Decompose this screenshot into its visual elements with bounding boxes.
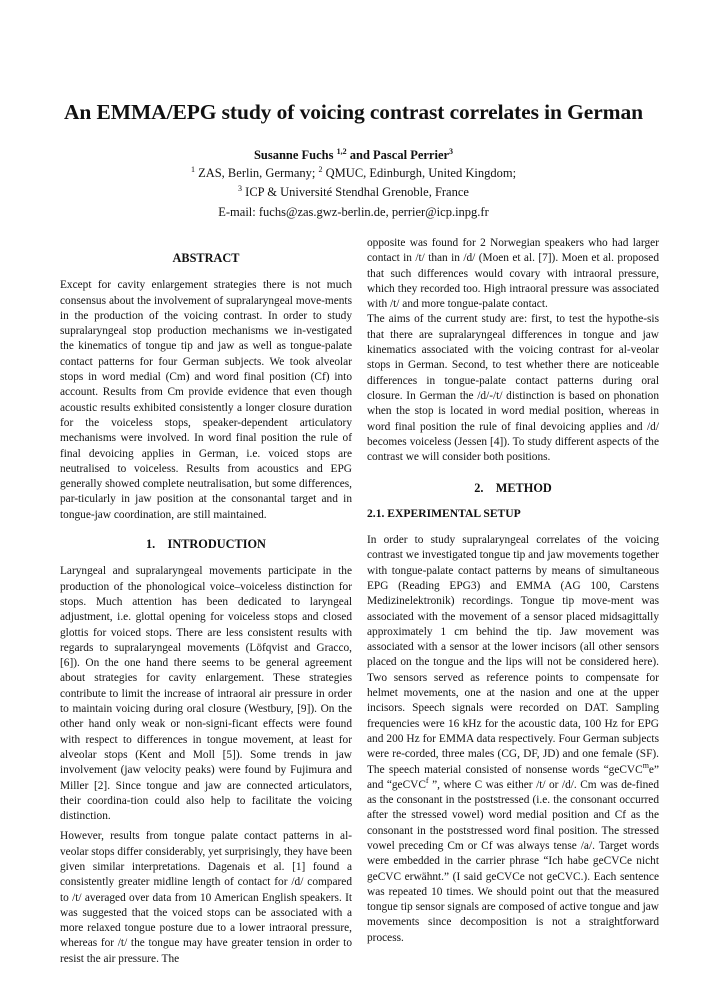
- author-1-affiliation-marks: 1,2: [336, 146, 347, 156]
- affiliation-line-1: [0, 166, 707, 181]
- authors-line: [0, 148, 707, 163]
- affiliation-zas: ZAS, Berlin, Germany;: [194, 166, 319, 180]
- author-1: Susanne Fuchs: [253, 148, 337, 162]
- left-column: [60, 251, 352, 967]
- method-paragraph-1: [367, 533, 659, 946]
- introduction-paragraph-3: opposite was found for 2 Norwegian speakers who had larger contact in /t/ than in /d/ (Moen et al. [7]). Moen et al. proposed that such differences would covary with intraoral pressure, which they recorded too. High intraoral pressure was associated with /t/ and more tongue-palate contact.: [367, 237, 659, 311]
- affiliation-mark: 1: [190, 164, 195, 174]
- superscript-m: m: [642, 760, 649, 770]
- introduction-paragraph-4: The aims of the current study are: first, to test the hypothe-sis that there are supralaryngeal differences in tongue and jaw kinematics associated with the voicing contrast for al-veolar stops in German. Second, to test whether there are noticeable differences in tongue-palate contact patterns during oral closure. In German the /d/-/t/ distinction is based on phonation when the stop is located in word medial position, whereas in word final position the rule of final devoicing applies and /d/ becomes voiceless (Jessen [4]). To study different aspects of the contrast we will consider both positions.: [367, 313, 659, 464]
- affiliation-mark: 3: [238, 183, 243, 193]
- affiliation-icp: ICP & Université Stendhal Grenoble, France: [242, 185, 469, 199]
- affiliation-qmuc: QMUC, Edinburgh, United Kingdom;: [322, 166, 517, 180]
- author-2: and Pascal Perrier: [346, 148, 450, 162]
- experimental-setup-heading: 2.1. EXPERIMENTAL SETUP: [367, 506, 521, 520]
- right-column: [367, 236, 659, 946]
- paper-title: An EMMA/EPG study of voicing contrast correlates in German: [63, 100, 643, 124]
- method-text: e” and “geCVC: [367, 763, 659, 791]
- introduction-paragraph-2: However, results from tongue palate contact patterns in al-veolar stops differ considerably, yet surprisingly, they have been given similar interpretations. Dagenais et al. [1] found a consistently greater midline length of contact for /d/ compared to /t/ averaged over data from 10 American English speakers. It was suggested that the voiced stops can be associated with a more relaxed tongue posture due to a lower intraoral pressure, whereas for /t/ the tongue may have greater tension in order to resist the air pressure. The: [60, 830, 352, 965]
- superscript-f: f: [425, 776, 429, 786]
- author-2-affiliation-mark: 3: [449, 146, 454, 156]
- introduction-heading: 1. INTRODUCTION: [146, 537, 266, 552]
- method-text: ”, where C was either /t/ or /d/. Cm was de-fined as the consonant in the poststressed (i.e. the consonant occurred after the stressed vowel) word medial position and Cf as the consonant in the poststressed word final position. The stressed vowel preceding Cm or Cf was always tense /a/. Target words were embedded in the carrier phrase “Ich habe geCVCe nicht geCVC erwähnt.” (I said geCVCe not geCVC.). Each sentence was repeated 10 times. We should point out that the measured tongue tip sensor signals are composed of active tongue and jaw movements since decomposition is not a straightforward process.: [367, 778, 659, 944]
- affiliation-mark: 2: [318, 164, 323, 174]
- abstract-text: Except for cavity enlargement strategies there is not much consensus about the involvement of supralaryngeal move-ments in the production of the voicing contrast. In order to study supralaryngeal stop production mechanisms we in-vestigated the kinematics of tongue tip and jaw as well as tongue-palate contact patterns for four German subjects. We took alveolar stops in word medial (Cm) and word final position (Cf) into account. Results from Cm provide evidence that even though acoustic results exhibited consistently a longer closure duration for the voiceless stops, speaker-dependent articulatory mechanisms were involved. In word final position the rule of final devoicing applies in German, i.e. voiced stops are neutralised to voiceless. Results from acoustics and EPG generally showed complete neutralisation, but some differences, par-ticularly in jaw position at the consonantal target and in tongue-jaw coordination, are still maintained.: [60, 279, 352, 521]
- abstract-heading: ABSTRACT: [172, 251, 240, 265]
- method-heading: 2. METHOD: [474, 481, 552, 496]
- affiliation-line-2: [0, 185, 707, 200]
- introduction-paragraph-1: Laryngeal and supralaryngeal movements participate in the production of the phonological voice–voiceless distinction for stops. Much attention has been dedicated to laryngeal adjustment, i.e. glottal opening for voiceless stops and closed glottis for voiced stops. There are less consistent results with regards to supralaryngeal movements (Löfqvist and Gracco, [6]). On the one hand there seems to be general agreement about strategies for cavity enlargement. These strategies contribute to limit the increase of intraoral air pressure in order to maintain voicing during oral closure (Westbury, [9]). On the other hand only weak or non-signi-ficant effects were found with respect to differences in tongue movement, at least for alveolar stops (Kent and Moll [5]). Some trends in jaw involvement (jaw velocity peaks) were found by Fujimura and Miller [2]. Since tongue and jaw are connected articulators, their coordina-tion could also help to facilitate the voicing distinction.: [60, 565, 352, 823]
- email-line: E-mail: fuchs@zas.gwz-berlin.de, perrier@icp.inpg.fr: [218, 205, 489, 219]
- method-text: In order to study supralaryngeal correlates of the voicing contrast we investigated tongue tip and jaw movements together with tongue-palate contact patterns by means of simultaneous EPG (Reading EPG3) and EMMA (AG 100, Carstens Medizinelektronik) recordings. Tongue tip move-ment was associated with the movement of a sensor placed midsagittally approximately 1 cm behind the tip. Jaw movement was associated with a sensor at the lower incisors (all other sensors placed on the tongue and the lips will not be considered here). Two sensors served as reference points to compensate for helmet movements, one at the nasion and one at the upper incisors. Speech signals were recorded on DAT. Sampling frequencies were 16 kHz for the acoustic data, 100 Hz for EPG and 200 Hz for EMMA data respectively. Four German subjects were re-corded, three males (CG, DF, JD) and one female (SF). The speech material consisted of nonsense words “geCVC: [367, 534, 659, 776]
